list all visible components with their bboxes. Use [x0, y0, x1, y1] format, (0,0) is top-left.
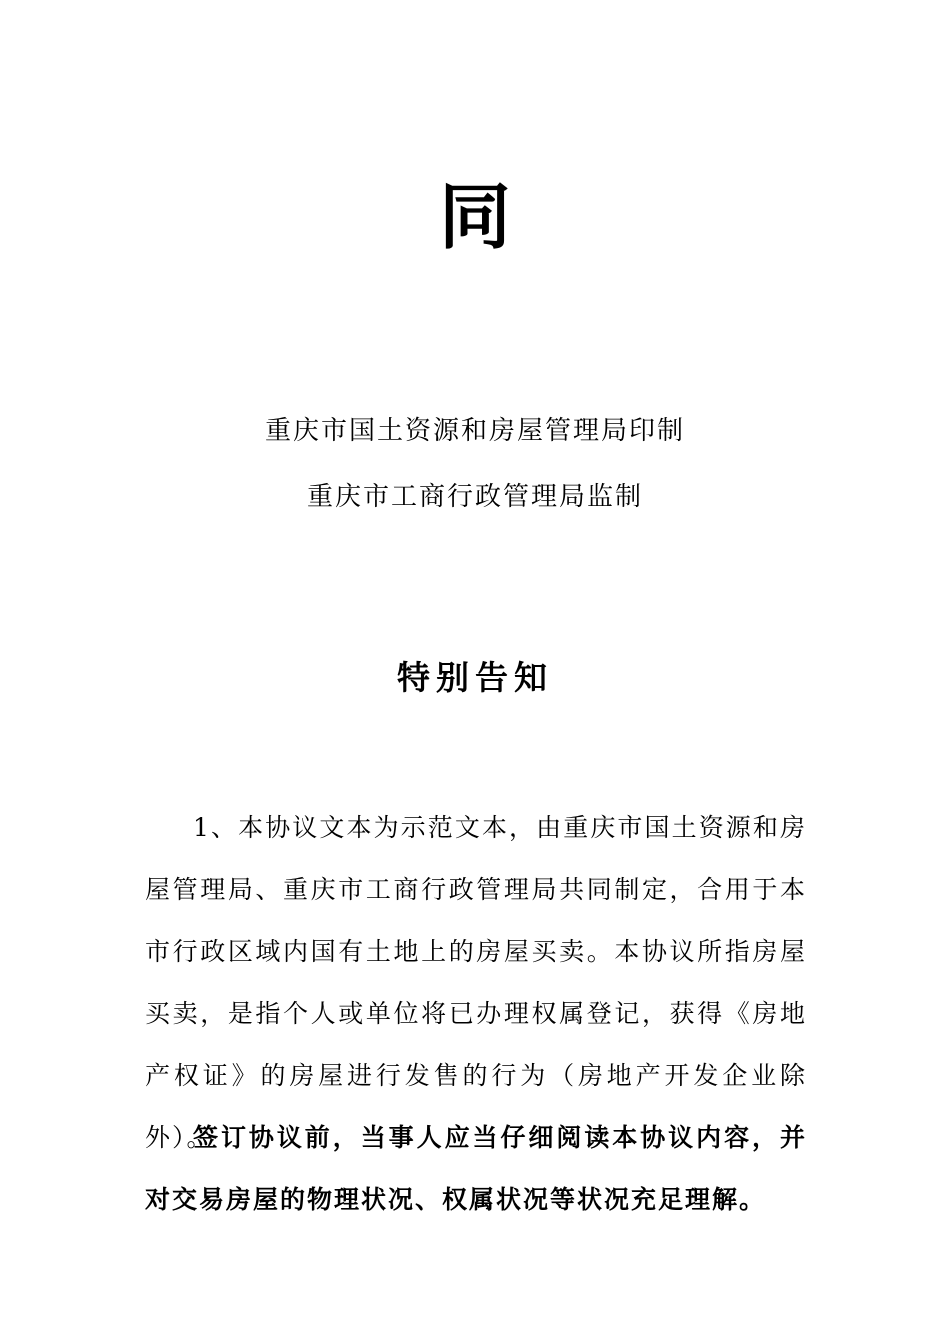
notice-heading: 特别告知	[397, 658, 553, 697]
notice-paragraph-2: 签订协议前，当事人应当仔细阅读本协议内容，并对交易房屋的物理状况、权属状况等状况充足理解。	[145, 1123, 807, 1214]
issuer-printed-by: 重庆市国土资源和房屋管理局印制	[264, 416, 685, 446]
document-title: 同	[438, 174, 511, 259]
notice-paragraph-1: 1、本协议文本为示范文本，由重庆市国土资源和房屋管理局、重庆市工商行政管理局共同制定，合用于本市行政区域内国有土地上的房屋买卖。本协议所指房屋买卖，是指个人或单位将已办理权属登记，获得《房地产权证》的房屋进行发售的行为（房地产开发企业除外）。	[145, 813, 807, 1152]
issuer-supervised-by: 重庆市工商行政管理局监制	[306, 482, 643, 512]
